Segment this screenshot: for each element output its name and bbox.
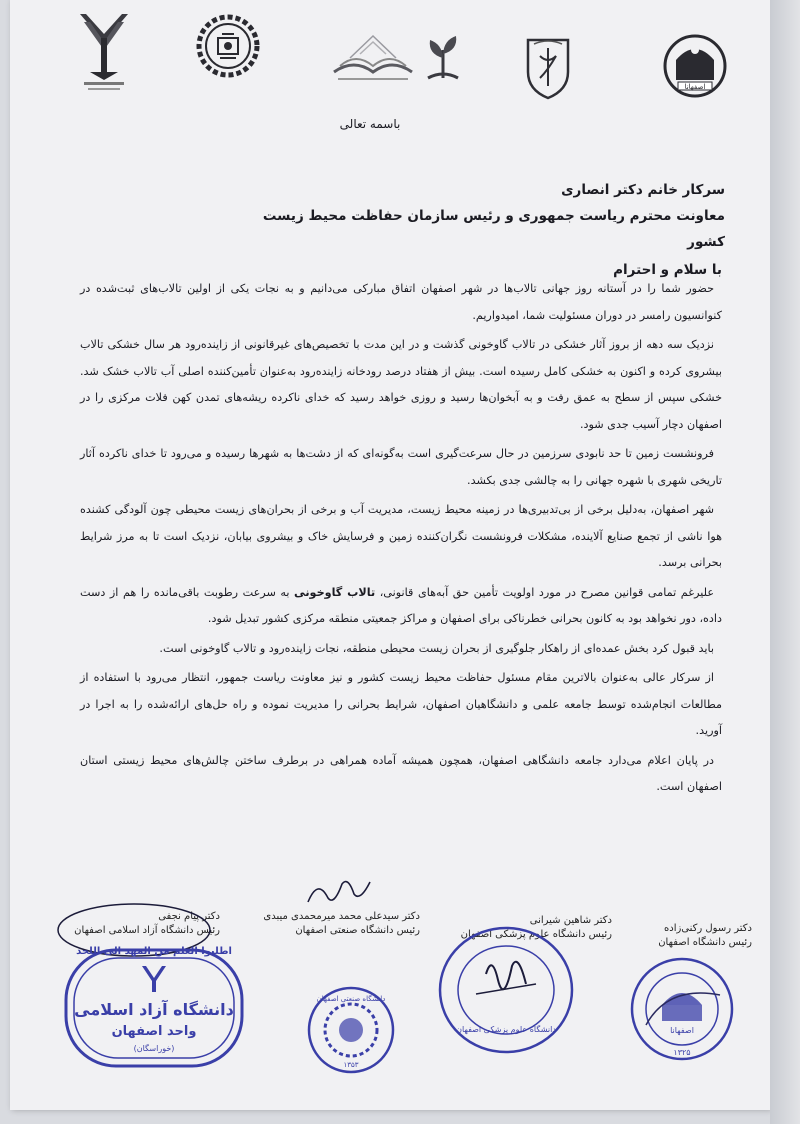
signer-name: دکتر رسول رکنی‌زاده [664,923,752,934]
signer-name: دکتر پیام نجفی [158,911,220,922]
header-logos [60,8,740,100]
stamp-year: ۱۳۵۳ [343,1061,359,1069]
background-edge [770,0,800,1124]
paragraph-3: فرونشست زمین تا حد نابودی سرزمین در حال سرعت‌گیری است به‌گونه‌ای که از دشت‌ها به شهرها رسیده و می‌رود تا خدای ناکرده آثار تاریخی شهری با شهره جهانی را به چالشی جدی بکشد. [80,447,722,487]
addressee-name: سرکار خانم دکتر انصاری [561,182,725,198]
bismillah: باسمه تعالی [339,117,401,131]
addressee-title: معاونت محترم ریاست جمهوری و رئیس سازمان حفاظت محیط زیست کشور [262,208,725,250]
isfahan-logo-text: اصفهانا [684,83,706,91]
open-book-logo-icon [330,28,416,86]
paragraph-5-bold: تالاب گاوخونی [294,585,376,599]
medical-sciences-stamp-icon [436,924,576,1056]
isfahan-university-of-technology-logo-icon [196,14,260,78]
letter-body [80,276,722,804]
plant-emblem-logo-icon [418,28,468,86]
signer-title: رئیس دانشگاه آزاد اسلامی اصفهان [74,925,220,936]
signer-title: رئیس دانشگاه علوم پزشکی اصفهان [460,929,612,940]
technology-university-stamp-icon [306,985,396,1075]
addressee-block [250,177,725,255]
isfahan-university-logo-icon [662,30,728,102]
paragraph-8: در پایان اعلام می‌دارد جامعه دانشگاهی اصفهان، همچون همیشه آماده همراهی در برطرف ساختن چالش‌های محیط زیستی استان اصفهان است. [80,753,722,793]
azad-stamp-motto: اطلبوا العلم من المهد الی اللحد [76,946,232,957]
paragraph-5-end: به سرعت رطوبت باقی‌مانده را هم از دست داده، دور نخواهد بود به کانون بحرانی خطرناکی برای اصفهان و مراکز جمعیتی منطقه مرکزی کشور تبدیل شود. [80,585,722,625]
paragraph-2: نزدیک سه دهه از بروز آثار خشکی در تالاب گاوخونی گذشت و در این مدت با تخصیص‌های غیرقانونی از زاینده‌رود هر سال خشکی تالاب بیشروی کرده و اکنون به خشکی کامل رسیده است. بیش از هفتاد درصد رودخانه زاینده‌رود به‌عنوان تأمین‌کننده اصلی آب تالاب خشک شد. خشکی سپس از سطح به عمق رفت و به آبخوان‌ها رسید و روزی خواهد رسید که خدای ناکرده ریشه‌های تمدن کهن فلات مرکزی را در اصفهان دچار آسیب جدی شود. [80,338,722,431]
paragraph-4: شهر اصفهان، به‌دلیل برخی از بی‌تدبیری‌ها در زمینه محیط زیست، مدیریت آب و برخی از بحران‌های زیست محیطی چون آلودگی کشنده هوا ناشی از تجمع صنایع آلاینده، مشکلات فرونشست نگران‌کننده زمین و فرسایش خاک و بیشروی بیابان، نزدیک است تا به مرز شرایط بحرانی برسد. [80,503,722,569]
paragraph-5-start: علیرغم تمامی قوانین مصرح در مورد اولویت تأمین حق آبه‌های قانونی، [375,585,714,599]
stamp-year: ۱۳۲۵ [673,1048,691,1057]
paragraph-1: حضور شما را در آستانه روز جهانی تالاب‌ها در شهر اصفهان اتفاق مبارکی می‌دانیم و به نجات یکی از اولین تالاب‌های ثبت‌شده در کنوانسیون رامسر در دوران مسئولیت شما، امیدواریم. [80,282,722,322]
azad-stamp-line3: (خوراسگان) [133,1044,175,1053]
signer-title: رئیس دانشگاه اصفهان [658,937,752,948]
signer-name: دکتر سیدعلی محمد میرمحمدی میبدی [263,911,420,922]
paragraph-7: از سرکار عالی به‌عنوان بالاترین مقام مسئول حفاظت محیط زیست کشور و نیز معاونت ریاست جمهور، انتظار می‌رود با استفاده از مطالعات انجام‌شده توسط جامعه علمی و دانشگاهیان اصفهان، شرایط بحرانی را مدیریت نموده و راه حل‌های ارائه‌شده را به اجرا در آورید. [80,671,722,737]
handwritten-signature-icon [298,872,378,912]
signature-technology-university [244,910,420,938]
medical-sciences-university-logo-icon [524,36,572,100]
paragraph-6: باید قبول کرد بخش عمده‌ای از راهکار جلوگیری از بحران زیست محیطی منطقه، نجات زاینده‌رود و تالاب گاوخونی است. [159,641,714,655]
signer-name: دکتر شاهین شیرانی [529,915,612,926]
islamic-azad-university-logo-icon [74,8,134,96]
greeting: با سلام و احترام [613,262,722,278]
stamp-text: دانشگاه صنعتی اصفهان [316,995,386,1003]
stamp-text: اصفهانا [670,1026,694,1035]
azad-stamp-line1: دانشگاه آزاد اسلامی [74,1000,234,1019]
isfahan-university-stamp-icon [628,955,736,1063]
azad-university-stamp [58,944,250,1072]
azad-stamp-line2: واحد اصفهان [111,1024,197,1039]
signature-isfahan-university [622,922,752,950]
paragraph-5 [80,580,722,633]
signer-title: رئیس دانشگاه صنعتی اصفهان [295,925,420,936]
stamp-text: دانشگاه علوم پزشکی اصفهان [456,1025,556,1034]
